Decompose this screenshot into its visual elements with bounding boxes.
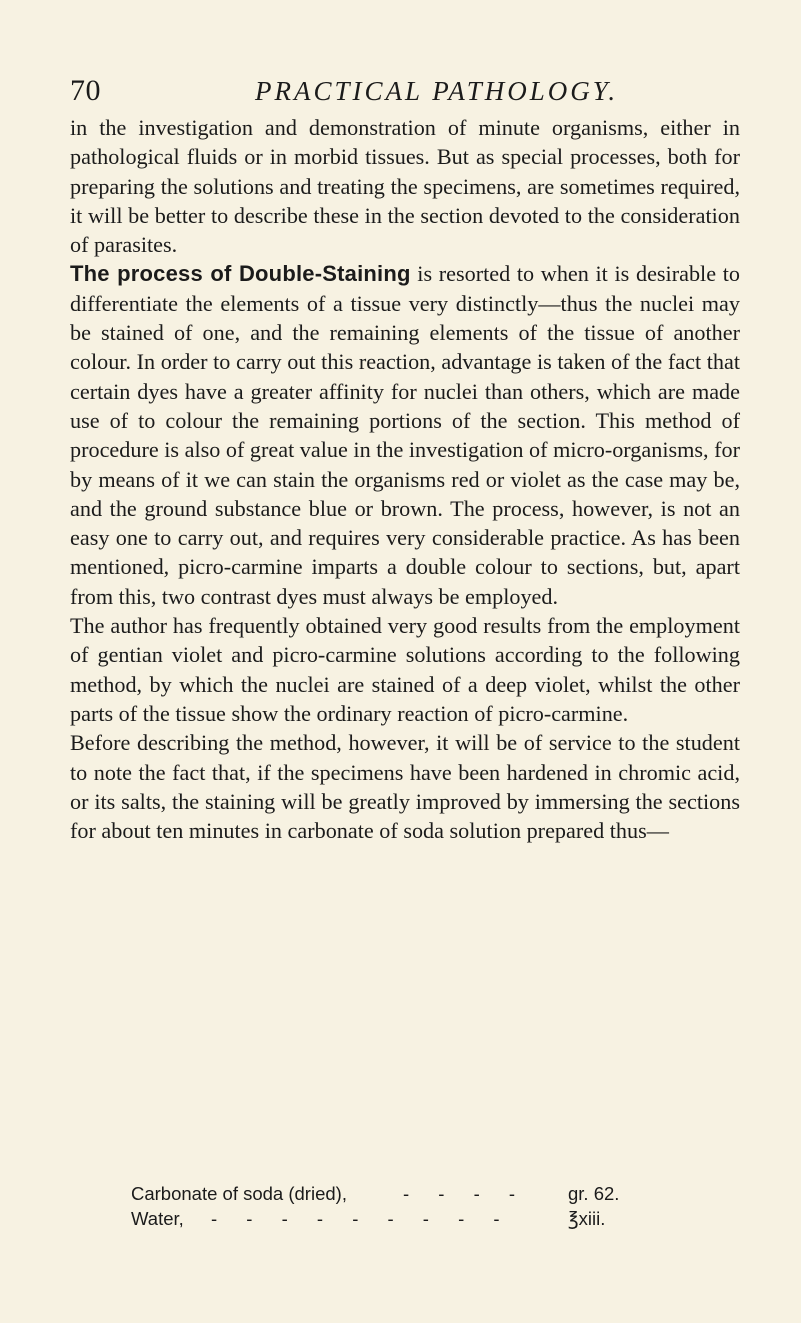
recipe-ingredient: Water, [131, 1208, 184, 1229]
recipe-list [131, 1181, 691, 1231]
paragraph-2 [70, 259, 740, 611]
page-number: 70 [70, 74, 101, 107]
paragraph-3: The author has frequently obtained very good results from the employment of gentian violet and picro-carmine solutions according to the following method, by which the nuclei are stained of a deep violet, whilst the other parts of the tissue show the ordinary reaction of picro-carmine. [70, 613, 740, 726]
section-term: The process of Double-Staining [70, 261, 411, 287]
recipe-row [131, 1206, 691, 1231]
running-title: PRACTICAL PATHOLOGY. [255, 76, 619, 106]
recipe-quantity: gr. 62. [568, 1183, 620, 1204]
paragraph-2-text: is resorted to when it is desirable to differentiate the elements of a tissue very distinctly—thus the nuclei may be stained of one, and the remaining elements of the tissue of another colour. In order to carry out this reaction, advantage is taken of the fact that certain dyes have a greater affinity for nuclei than others, which are made use of to colour the remaining portions of the section. This method of procedure is also of great value in the investigation of micro-organisms, for by means of it we can stain the organisms red or violet as the case may be, and the ground substance blue or brown. The process, however, is not an easy one to carry out, and requires very considerable practice. As has been mentioned, picro-carmine imparts a double colour to sections, but, apart from this, two contrast dyes must always be employed. [70, 261, 740, 609]
paragraph-4: Before describing the method, however, it will be of service to the student to note the fact that, if the specimens have been hardened in chromic acid, or its salts, the staining will be greatly improved by immersing the sections for about ten minutes in carbonate of soda solution prepared thus— [70, 730, 740, 844]
recipe-ingredient: Carbonate of soda (dried), [131, 1183, 347, 1204]
recipe-leader: - - - - [403, 1183, 528, 1204]
body-text [70, 113, 740, 845]
recipe-quantity: ℥xiii. [568, 1208, 606, 1229]
paragraph-1: in the investigation and demonstration of minute organisms, either in pathological fluids or in morbid tissues. But as special processes, both for preparing the solutions and treating the specimens, are sometimes required, it will be better to describe these in the section devoted to the consideration of parasites. [70, 115, 740, 258]
recipe-leader: - - - - - - - - - [211, 1208, 512, 1229]
page-header [70, 74, 740, 114]
recipe-row [131, 1181, 691, 1206]
